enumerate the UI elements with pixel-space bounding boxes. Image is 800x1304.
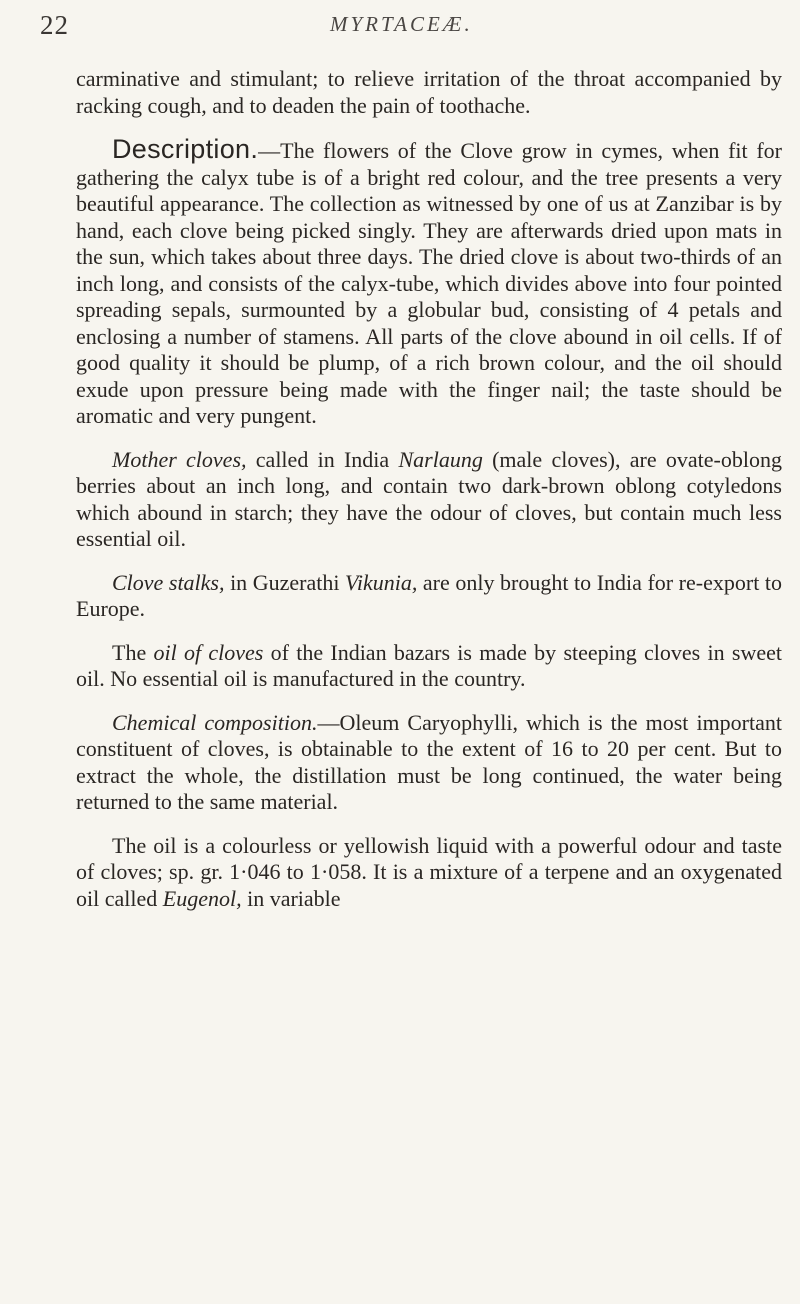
page-header: [0, 6, 800, 46]
paragraph-text: in Guzerathi: [224, 569, 346, 595]
italic-native-name: Narlaung: [398, 446, 483, 472]
page-body: [76, 66, 782, 929]
paragraph-text: of the Indian bazars is made by steeping cloves in sweet oil. No essential oil is manufactured in the country.: [76, 639, 783, 691]
paragraph-oil-properties: [76, 833, 782, 913]
italic-term: Mother cloves,: [112, 446, 247, 472]
paragraph-description: [76, 136, 782, 430]
paragraph-chemical-composition: [76, 710, 782, 816]
italic-term: Clove stalks,: [112, 569, 225, 595]
paragraph-mother-cloves: [76, 447, 782, 553]
italic-term: Chemical composition.: [112, 709, 318, 735]
paragraph-clove-stalks: [76, 570, 782, 623]
paragraph-text: —Oleum Caryophylli, which is the most important constituent of cloves, is obtainable to the extent of 16 to 20 per cent. But to extract the whole, the distillation must be long continued, the water being returned to the same material.: [76, 709, 783, 814]
paragraph-oil-of-cloves: [76, 640, 782, 693]
page-number: 22: [40, 10, 69, 40]
paragraph-text: are only brought to India for re-export to Europe.: [76, 569, 782, 621]
running-head: MYRTACEÆ.: [330, 12, 473, 36]
paragraph-text: The oil is a colourless or yellowish liquid with a powerful odour and taste of cloves; sp. gr. 1·046 to 1·058. It is a mixture of a terpene and an oxygenated oil called: [76, 832, 782, 911]
paragraph-continuation: [76, 66, 782, 119]
paragraph-text: The: [112, 639, 154, 665]
section-heading: Description.: [112, 134, 259, 164]
italic-native-name: Vikunia,: [345, 569, 418, 595]
paragraph-text: —The flowers of the Clove grow in cymes, when fit for gathering the calyx tube is of a bright red colour, and the tree presents a very beautiful appearance. The collection as witnessed by one of us at Zanzibar is by hand, each clove being picked singly. They are afterwards dried upon mats in the sun, which takes about three days. The dried clove is about two-thirds of an inch long, and consists of the calyx-tube, which divides above into four pointed spreading sepals, surmounted by a globular bud, consisting of 4 petals and enclosing a number of stamens. All parts of the clove abound in oil cells. If of good quality it should be plump, of a rich brown colour, and the oil should exude upon pressure being made with the finger nail; the taste should be aromatic and very pungent.: [76, 138, 782, 428]
italic-term: Eugenol,: [162, 885, 242, 911]
paragraph-text: in variable: [241, 885, 341, 911]
paragraph-text: carminative and stimulant; to relieve irritation of the throat accompanied by racking cough, and to deaden the pain of toothache.: [76, 66, 782, 118]
paragraph-text: (male cloves), are ovate-oblong berries about an inch long, and contain two dark-brown oblong cotyledons which abound in starch; they have the odour of cloves, but contain much less essential oil.: [76, 446, 782, 551]
paragraph-text: called in India: [246, 446, 399, 472]
italic-term: oil of cloves: [153, 639, 264, 665]
